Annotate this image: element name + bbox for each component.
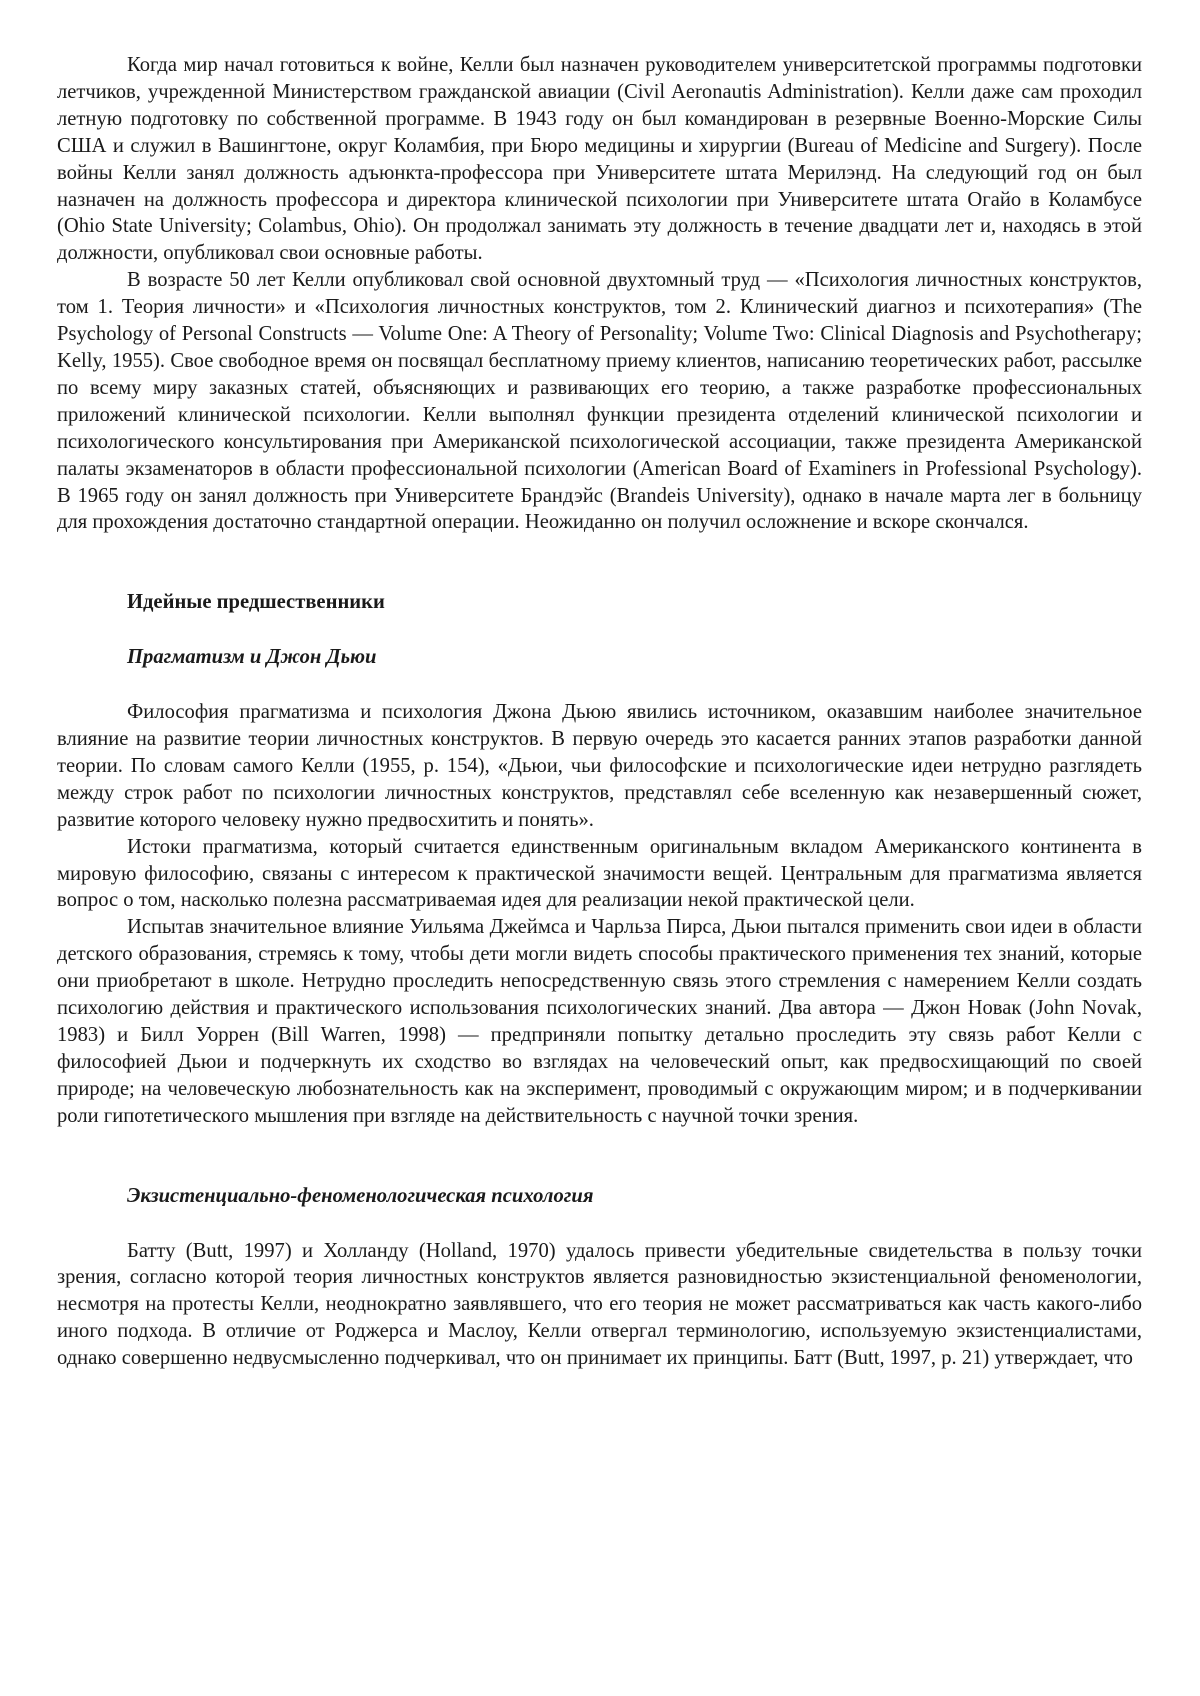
section-heading-predecessors: Идейные предшественники [127,591,385,614]
paragraph-major-work: В возрасте 50 лет Келли опубликовал свой основной двухтомный труд — «Психология личностных конструктов, том 1. Теория личности» и «Психология личностных конструктов, том 2. Клинический диагноз и психотерапия» (The Psychology of Personal Constructs — Volume One: A Theory of Personality; Volume Two: Clinical Diagnosis and Psychotherapy; Kelly, 1955). Свое свободное время он посвящал бесплатному приему клиентов, написанию теоретических работ, рассылке по всему миру заказных статей, объясняющих и развивающих его теорию, а также разработке профессиональных приложений клинической психологии. Келли выполнял функции президента отделений клинической психологии и психологического консультирования при Американской психологической ассоциации, также президента Американской палаты экзаменаторов в области профессиональной психологии (American Board of Examiners in Professional Psychology). В 1965 году он занял должность при Университете Брандэйс (Brandeis University), однако в начале марта лег в больницу для прохождения достаточно стандартной операции. Неожиданно он получил осложнение и вскоре скончался. [57,269,1142,534]
paragraph-existential-phenomenology: Батту (Butt, 1997) и Холланду (Holland, 1970) удалось привести убедительные свидетельства в пользу точки зрения, согласно которой теория личностных конструктов является разновидностью экзистенциальной феноменологии, несмотря на протесты Келли, неоднократно заявлявшего, что его теория не может рассматриваться как часть какого-либо иного подхода. В отличие от Роджерса и Маслоу, Келли отвергал терминологию, используемую экзистенциалистами, однако совершенно недвусмысленно подчеркивал, что он принимает их принципы. Батт (Butt, 1997, p. 21) утверждает, что [57,1239,1142,1370]
document-page [57,52,1142,1372]
subsection-heading-existential: Экзистенциально-феноменологическая психология [127,1184,594,1207]
spacer [57,1210,1142,1238]
paragraph-dewey-education: Испытав значительное влияние Уильяма Джеймса и Чарльза Пирса, Дьюи пытался применить свои идеи в области детского образования, стремясь к тому, чтобы дети могли видеть способы практического применения тех знаний, которые они приобретают в школе. Нетрудно проследить непосредственную связь этого стремления с намерением Келли создать психологию действия и практического использования психологических знаний. Два автора — Джон Новак (John Novak, 1983) и Билл Уоррен (Bill Warren, 1998) — предприняли попытку детально проследить эту связь работ Келли с философией Дьюи и подчеркнуть их сходство во взглядах на человеческий опыт, как предвосхищающий по своей природе; на человеческую любознательность как на эксперимент, проводимый с окружающим миром; и в подчеркивании роли гипотетического мышления при взгляде на действительность с научной точки зрения. [57,916,1142,1127]
paragraph-dewey-influence: Философия прагматизма и психология Джона Дьюю явились источником, оказавшим наиболее значительное влияние на развитие теории личностных конструктов. В первую очередь это касается ранних этапов разработки данной теории. По словам самого Келли (1955, p. 154), «Дьюи, чьи философские и психологические идеи нетрудно разглядеть между строк работ по психологии личностных конструктов, представлял себе вселенную как незавершенный сюжет, развитие которого человеку нужно предвосхитить и понять». [57,701,1142,831]
spacer [57,616,1142,644]
paragraph-pragmatism-origins: Истоки прагматизма, который считается единственным оригинальным вкладом Американского континента в мировую философию, связаны с интересом к практической значимости вещей. Центральным для прагматизма является вопрос о том, насколько полезна рассматриваемая идея для реализации некой практической цели. [57,835,1142,912]
paragraph-war-career: Когда мир начал готовиться к войне, Келли был назначен руководителем университетской программы подготовки летчиков, учрежденной Министерством гражданской авиации (Civil Aeronautis Administration). Келли даже сам проходил летную подготовку по собственной программе. В 1943 году он был командирован в резервные Военно-Морские Силы США и служил в Вашингтоне, округ Коламбия, при Бюро медицины и хирургии (Bureau of Medicine and Surgery). После войны Келли занял должность адъюнкта-профессора при Университете штата Мерилэнд. На следующий год он был назначен на должность профессора и директора клинической психологии при Университете штата Огайо в Коламбусе (Ohio State University; Colambus, Ohio). Он продолжал занимать эту должность в течение двадцати лет и, находясь в этой должности, опубликовал свои основные работы. [57,54,1142,265]
spacer [57,671,1142,699]
spacer [57,536,1142,589]
spacer [57,1130,1142,1183]
subsection-heading-pragmatism: Прагматизм и Джон Дьюи [127,646,377,669]
